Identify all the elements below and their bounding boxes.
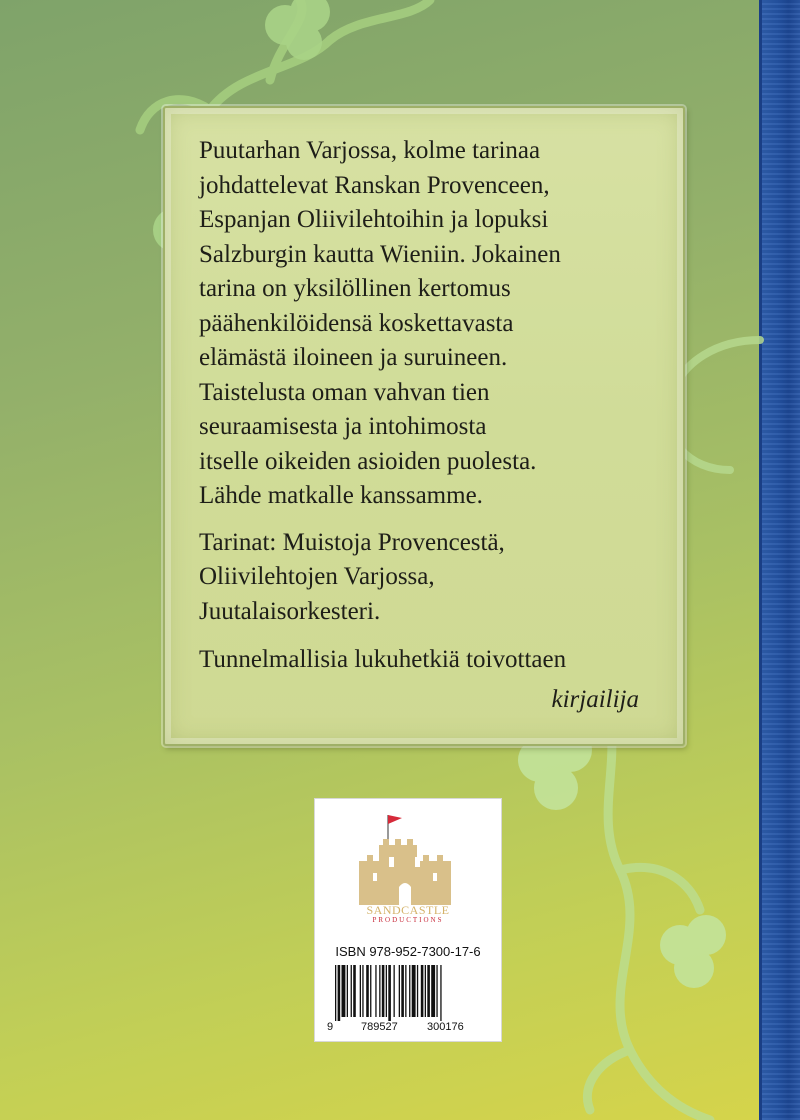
- text-line: Tunnelmallisia lukuhetkiä toivottaen: [199, 646, 567, 673]
- clover-vine-bottom-right: [480, 690, 760, 1120]
- description-panel: [163, 106, 685, 746]
- text-line: Salzburgin kautta Wieniin. Jokainen: [199, 240, 561, 268]
- text-line: johdattelevat Ranskan Provenceen,: [199, 171, 550, 199]
- publisher-name: SANDCASTLE: [366, 903, 450, 917]
- text-line: Oliivilehtojen Varjossa,: [199, 563, 435, 590]
- barcode-right-digits: 300176: [427, 1021, 464, 1033]
- spine-texture: [762, 0, 800, 1120]
- text-line: tarina on yksilöllinen kertomus: [199, 275, 511, 302]
- barcode-left-digits: 789527: [361, 1021, 398, 1033]
- text-line: Juutalaisorkesteri.: [199, 597, 381, 625]
- castle-icon: [359, 815, 451, 905]
- book-spine: [762, 0, 800, 1120]
- barcode: [335, 965, 485, 1021]
- barcode-first-digit: 9: [327, 1021, 334, 1033]
- isbn-number: ISBN 978-952-7300-17-6: [335, 944, 481, 959]
- flag-icon: [388, 815, 402, 824]
- stories-paragraph: [199, 526, 655, 630]
- publisher-subtitle: PRODUCTIONS: [372, 916, 444, 924]
- text-line: seuraamisesta ja intohimosta: [199, 413, 487, 440]
- text-line: Taistelusta oman vahvan tien: [199, 378, 490, 406]
- intro-paragraph: [199, 134, 655, 514]
- text-line: Lähde matkalle kanssamme.: [199, 482, 483, 509]
- isbn-label: [314, 798, 502, 1042]
- text-line: Tarinat: Muistoja Provencestä,: [199, 528, 505, 556]
- closing-paragraph: [199, 643, 655, 678]
- text-line: itselle oikeiden asioiden puolesta.: [199, 447, 537, 475]
- text-line: Puutarhan Varjossa, kolme tarinaa: [199, 137, 541, 164]
- text-line: päähenkilöidensä koskettavasta: [199, 309, 514, 337]
- text-line: Espanjan Oliivilehtoihin ja lopuksi: [199, 206, 549, 233]
- text-line: elämästä iloineen ja suruineen.: [199, 344, 508, 371]
- author-signature: kirjailija: [551, 685, 639, 713]
